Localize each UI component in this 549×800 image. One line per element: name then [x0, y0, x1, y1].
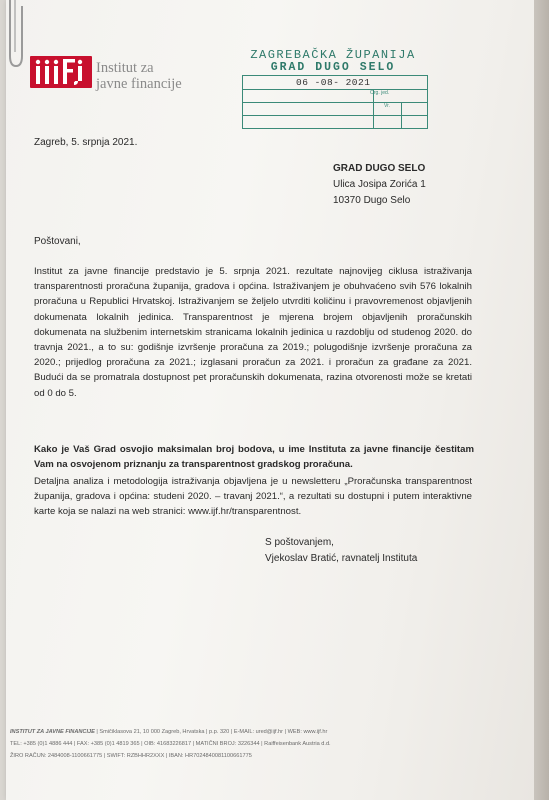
paperclip-icon: [2, 0, 26, 70]
ijf-logo-icon: [30, 54, 92, 88]
recipient-street: Ulica Josipa Zorića 1: [333, 179, 426, 190]
body-paragraph-3: Detaljna analiza i metodologija istraživanja objavljena je u newsletteru „Proračunska transparentnost županija, gradova i općina: studeni 2020. – travanj 2021.“, a rezultati su dostupni i putem interaktivne karte koja se nalazi na web stranici: www.ijf.hr/transparentnost.: [34, 476, 472, 518]
stamp-date: 06 -08- 2021: [296, 77, 371, 88]
recipient-address: [333, 161, 426, 209]
letterhead-line-2: javne financije: [96, 76, 182, 92]
footer-line-2: TEL: +385 (0)1 4886 444 | FAX: +385 (0)1 4819 365 | OIB: 41683226817 | MATIČNI BROJ: 3226344 | Raiffeisenbank Austria d.d.: [10, 741, 331, 747]
greeting: Poštovani,: [34, 236, 81, 247]
stamp-grid-line: [243, 89, 427, 90]
body-paragraph-1: Institut za javne financije predstavio je 5. srpnja 2021. rezultate najnovijeg ciklusa istraživanja transparentnosti proračuna županija, gradova i općina. Istraživanjem je obuhvaćeno svih 576 lokalnih proračuna u Republici Hrvatskoj. Istraživanjem se željelo utvrditi količinu i pravovremenost objavljenih dokumenata lokalnih jedinica. Transparentnost je mjerena brojem objavljenih proračunskih dokumenata na službenim internetskim stranicama lokalnih jedinica u razdoblju od studenog 2020. do travnja 2021., a to su: godišnje izvršenje proračuna za 2019.; polugodišnje izvršenje proračuna za 2020.; prijedlog proračuna za 2021.; izglasani proračun za 2021. i proračun za građane za 2021. Budući da se promatrala dostupnost pet proračunskih dokumenata, razina otvorenosti može se kretati od 0 do 5.: [34, 266, 472, 399]
stamp-vr-label: Vr.: [384, 103, 390, 109]
closing-salutation: S poštovanjem,: [265, 537, 334, 548]
footer-line-1: [10, 726, 530, 738]
letter-footer: [10, 726, 530, 762]
letterhead-line-1: Institut za: [96, 60, 154, 76]
recipient-city: 10370 Dugo Selo: [333, 195, 411, 206]
paper-stack-edge: [534, 0, 549, 800]
recipient-name: GRAD DUGO SELO: [333, 163, 426, 174]
footer-org: INSTITUT ZA JAVNE FINANCIJE: [10, 729, 95, 735]
stamp-grid-line: [243, 115, 427, 116]
signature-line: Vjekoslav Bratić, ravnatelj Instituta: [265, 553, 418, 564]
received-stamp: [238, 48, 428, 128]
stamp-city: GRAD DUGO SELO: [270, 61, 396, 74]
stamp-org-label: Org. jed.: [370, 90, 390, 96]
letterhead-org-name: [96, 60, 182, 92]
stamp-grid-line: [401, 102, 402, 128]
closing-block: [265, 535, 417, 567]
footer-address: | Smičiklasova 21, 10 000 Zagreb, Hrvatska | p.p. 320 | E-MAIL: ured@ijf.hr | WEB: www.ijf.hr: [94, 729, 328, 735]
stamp-county: ZAGREBAČKA ŽUPANIJA: [250, 48, 416, 62]
stamp-grid-line: [243, 102, 427, 103]
body-paragraph-2-bold: Kako je Vaš Grad osvojio maksimalan broj bodova, u ime Instituta za javne financije čestitam Vam na osvojenom priznanju za transparentnost gradskog proračuna.: [34, 444, 474, 471]
place-and-date: Zagreb, 5. srpnja 2021.: [34, 137, 138, 148]
footer-line-3: ŽIRO RAČUN: 2484008-1100661775 | SWIFT: RZBHHR2XXX | IBAN: HR7024840081100661775: [10, 753, 252, 759]
